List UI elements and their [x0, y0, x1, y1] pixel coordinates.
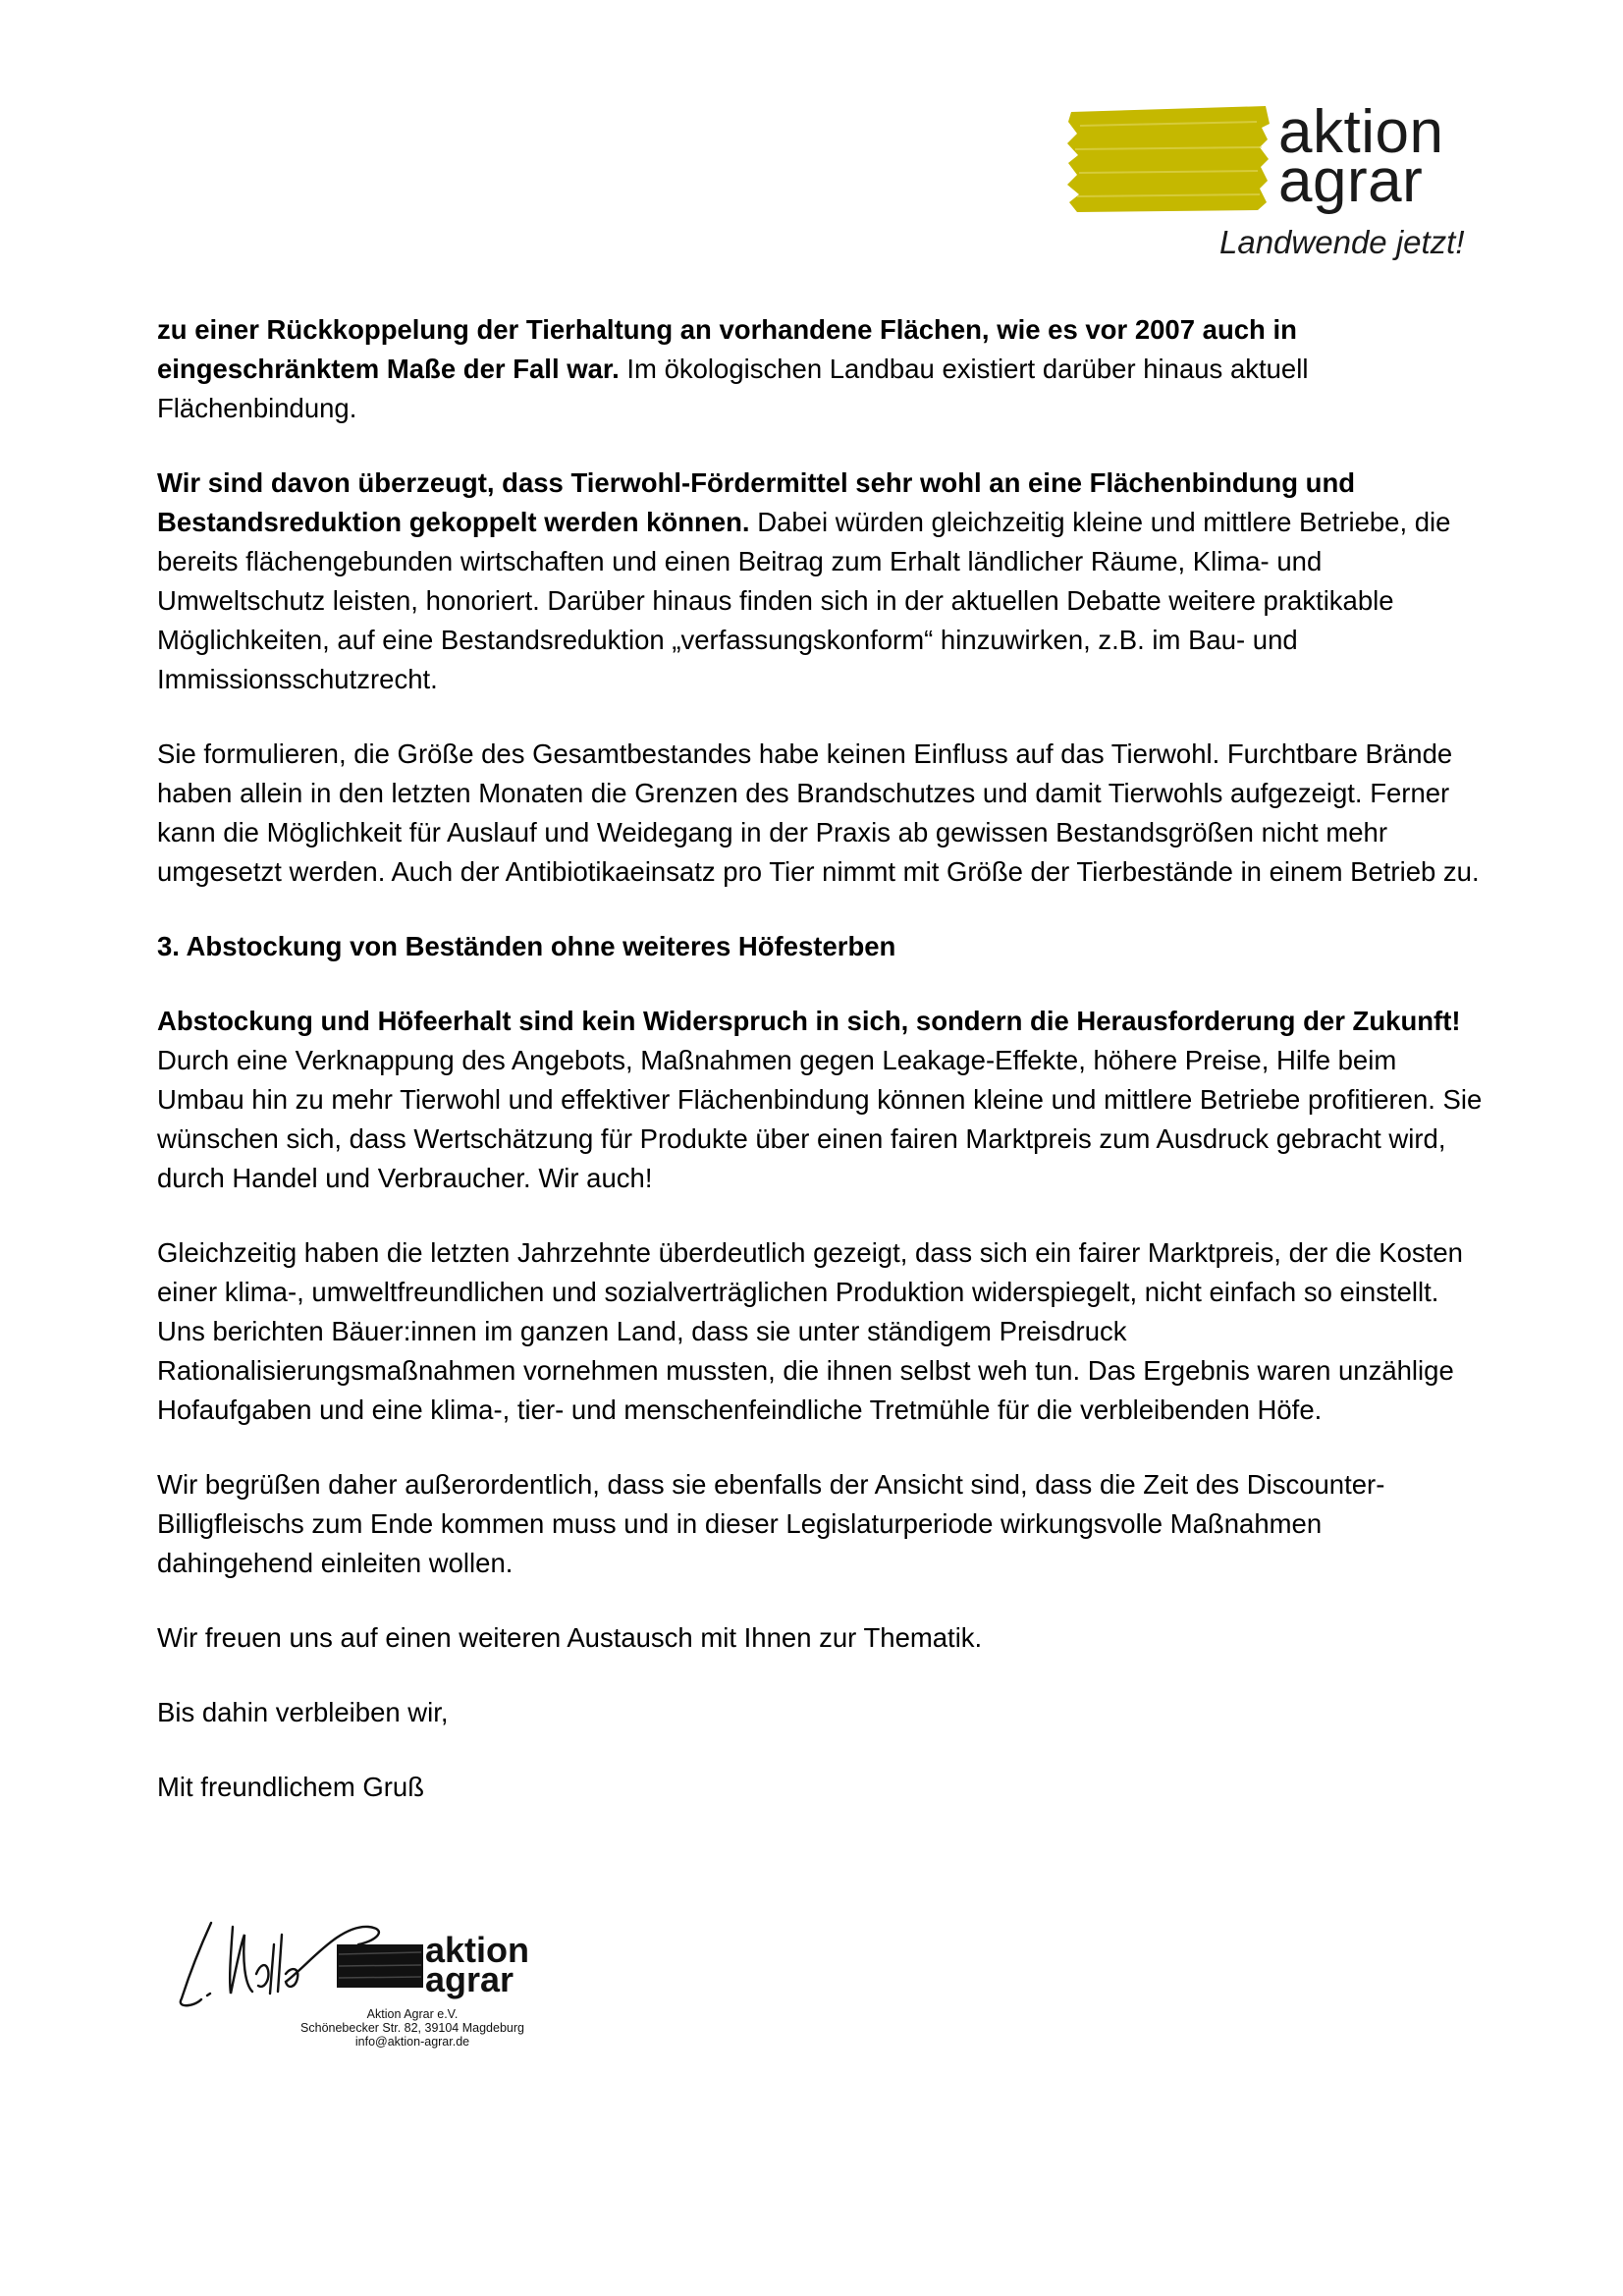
paragraph-text: Im ökologischen Landbau existiert darüber hinaus aktuell Flächenbindung.	[157, 354, 1309, 423]
paragraph-text: Durch eine Verknappung des Angebots, Maßnahmen gegen Leakage-Effekte, höhere Preise, Hilfe beim Umbau hin zu mehr Tierwohl und effektiver Flächenbindung können kleine und mittlere Betriebe profitieren. Sie wünschen sich, dass Wertschätzung für Produkte über einen fairen Marktpreis zum Ausdruck gebracht wird, durch Handel und Verbraucher. Wir auch!	[157, 1045, 1483, 1193]
paragraph-text: Sie formulieren, die Größe des Gesamtbestandes habe keinen Einfluss auf das Tierwohl. Furchtbare Brände haben allein in den letzten Monaten die Grenzen des Brandschutzes und damit Tierwohls aufgezeigt. Ferner kann die Möglichkeit für Auslauf und Weidegang in der Praxis ab gewissen Bestandsgrößen nicht mehr umgesetzt werden. Auch der Antibiotikaeinsatz pro Tier nimmt mit Größe der Tierbestände in einem Betrieb zu.	[157, 738, 1480, 887]
letter-body	[157, 310, 1483, 1842]
paragraph	[157, 1465, 1483, 1583]
stamp-word-aktion: aktion	[425, 1930, 530, 1970]
aktion-agrar-logo	[1060, 98, 1492, 265]
section-heading: 3. Abstockung von Beständen ohne weiteres Höfesterben	[157, 931, 896, 961]
paragraph-text: Dabei würden gleichzeitig kleine und mittlere Betriebe, die bereits flächengebunden wirtschaften und einen Beitrag zum Erhalt ländlicher Räume, Klima- und Umweltschutz leisten, honoriert. Darüber hinaus finden sich in der aktuellen Debatte weitere praktikable Möglichkeiten, auf eine Bestandsreduktion „verfassungskonform“ hinzuwirken, z.B. im Bau- und Immissionsschutzrecht.	[157, 507, 1451, 694]
logo-brush-mark	[1065, 104, 1271, 214]
paragraph-bold-lead: zu einer Rückkoppelung der Tierhaltung an vorhandene Flächen, wie es vor 2007 auch in eingeschränktem Maße der Fall war.	[157, 314, 1297, 384]
stamp-email: info@aktion-agrar.de	[354, 2035, 470, 2049]
closing-line: Bis dahin verbleiben wir,	[157, 1697, 449, 1727]
paragraph	[157, 735, 1483, 892]
stamp-logo-mark	[337, 1944, 423, 1988]
paragraph-text: Gleichzeitig haben die letzten Jahrzehnte überdeutlich gezeigt, dass sich ein fairer Marktpreis, der die Kosten einer klima-, umweltfreundlichen und sozialverträglichen Produktion widerspiegelt, nicht einfach so einstellt. Uns berichten Bäuer:innen im ganzen Land, dass sie unter ständigem Preisdruck Rationalisierungsmaßnahmen vornehmen mussten, die ihnen selbst weh tun. Das Ergebnis waren unzählige Hofaufgaben und eine klima-, tier- und menschenfeindliche Tretmühle für die verbleibenden Höfe.	[157, 1237, 1463, 1425]
paragraph	[157, 310, 1483, 428]
stamp-address: Schönebecker Str. 82, 39104 Magdeburg	[300, 2021, 524, 2035]
stamp-org: Aktion Agrar e.V.	[366, 2007, 459, 2021]
paragraph-bold-lead: Wir sind davon überzeugt, dass Tierwohl-Fördermittel sehr wohl an eine Flächenbindung und Bestandsreduktion gekoppelt werden können.	[157, 467, 1356, 537]
paragraph	[157, 1002, 1483, 1198]
paragraph	[157, 1233, 1483, 1430]
salutation: Mit freundlichem Gruß	[157, 1772, 425, 1802]
paragraph-text: Wir begrüßen daher außerordentlich, dass sie ebenfalls der Ansicht sind, dass die Zeit des Discounter-Billigfleischs zum Ende kommen muss und in dieser Legislaturperiode wirkungsvolle Maßnahmen dahingehend einleiten wollen.	[157, 1469, 1385, 1578]
signature-stamp	[172, 1905, 565, 2082]
closing-line: Wir freuen uns auf einen weiteren Austausch mit Ihnen zur Thematik.	[157, 1622, 983, 1653]
logo-word-aktion: aktion	[1278, 98, 1444, 166]
stamp-word-agrar: agrar	[425, 1959, 514, 1999]
paragraph	[157, 464, 1483, 699]
logo-tagline: Landwende jetzt!	[1219, 224, 1465, 260]
paragraph-bold-lead: Abstockung und Höfeerhalt sind kein Widerspruch in sich, sondern die Herausforderung der Zukunft!	[157, 1006, 1461, 1036]
logo-word-agrar: agrar	[1278, 147, 1424, 215]
